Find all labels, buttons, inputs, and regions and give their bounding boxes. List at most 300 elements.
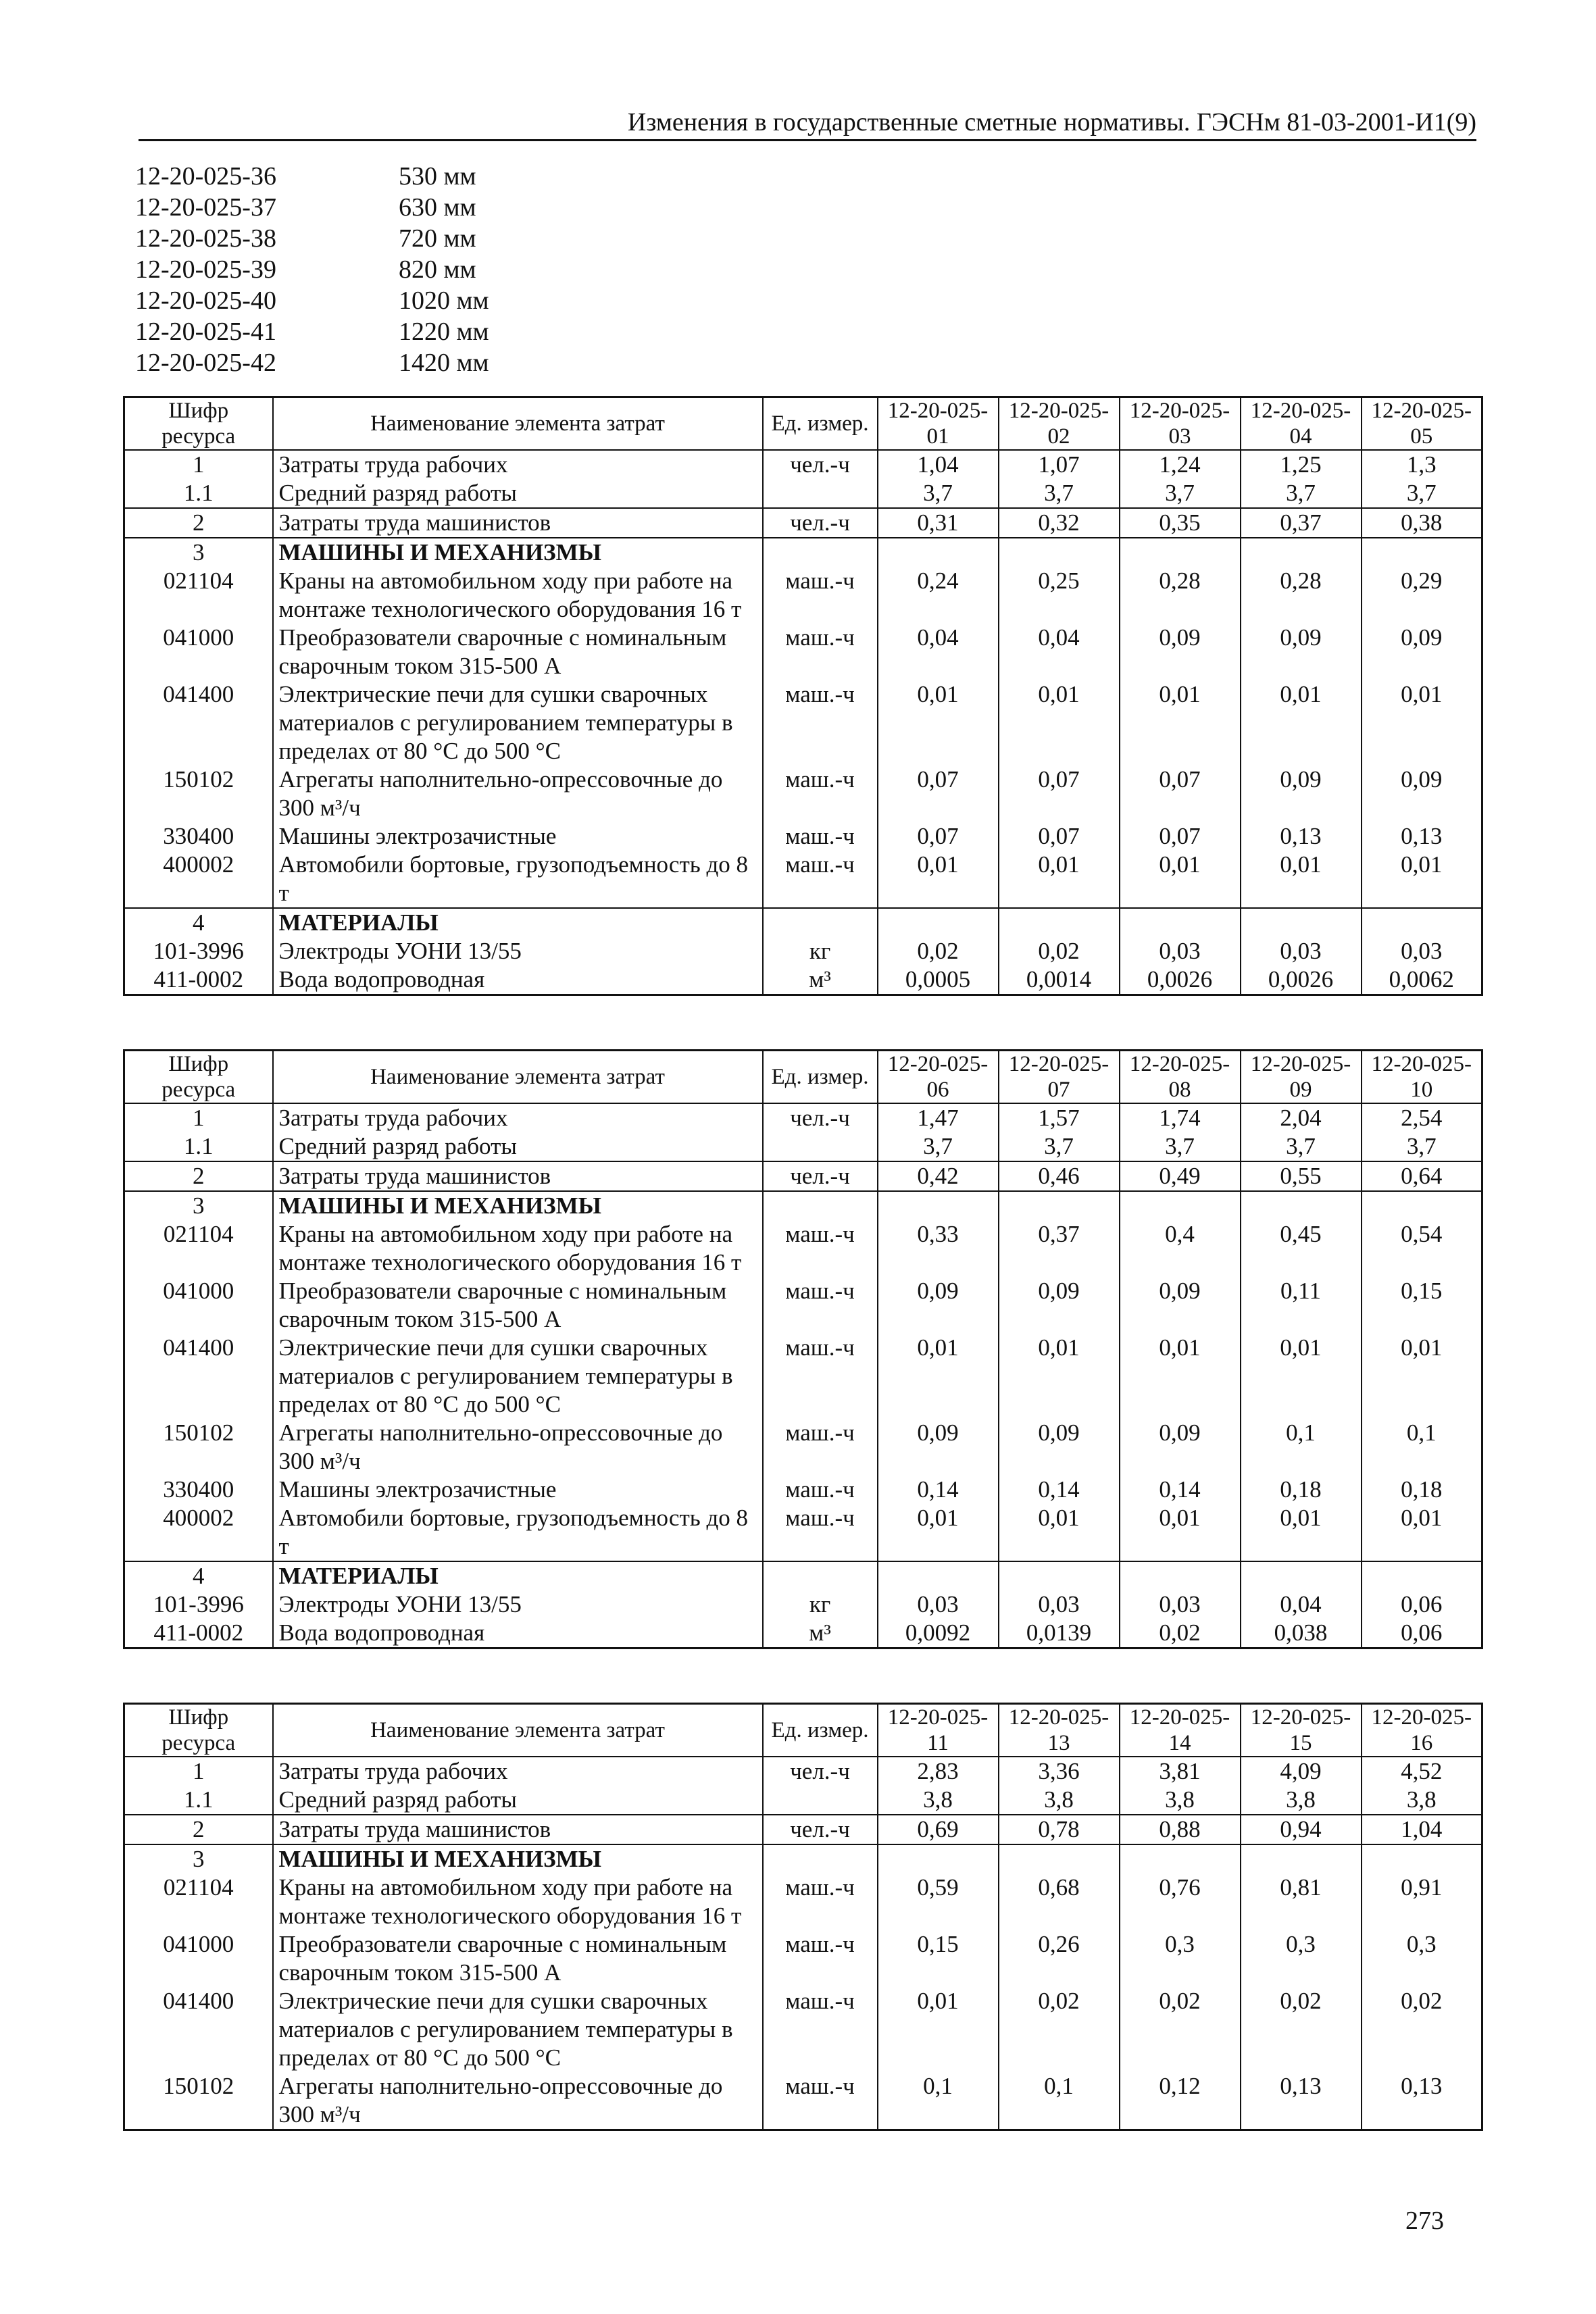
table-row [124, 567, 1482, 624]
pipe-size: 1420 мм [399, 349, 489, 377]
norm-value: 0,02 [1120, 1987, 1241, 2072]
code-list-item [135, 161, 489, 192]
cost-element-name: Электрические печи для сушки сварочных материалов с регулированием температуры в пределах от 80 °С до 500 °С [273, 1987, 763, 2072]
pipe-size: 530 мм [399, 162, 476, 191]
unit: чел.-ч [763, 1815, 878, 1844]
norm-value: 3,7 [1120, 1132, 1241, 1161]
norm-value: 0,01 [999, 680, 1120, 765]
norm-value: 0,1 [999, 2072, 1120, 2130]
resource-code: 041000 [124, 1930, 273, 1987]
norm-code: 12-20-025-41 [135, 318, 276, 346]
norm-value: 0,07 [878, 765, 999, 822]
norm-value: 0,01 [1120, 1334, 1241, 1419]
table-row [124, 1476, 1482, 1504]
code-list-item [135, 192, 489, 223]
resource-code: 1.1 [124, 479, 273, 508]
cost-element-name: МАТЕРИАЛЫ [273, 908, 763, 937]
norm-value: 0,25 [999, 567, 1120, 624]
norm-value: 0,02 [1362, 1987, 1482, 2072]
table-row [124, 765, 1482, 822]
norm-value [878, 1191, 999, 1220]
norm-value: 0,91 [1362, 1873, 1482, 1930]
header-norm-code: 12-20-025-01 [878, 397, 999, 451]
table-row [124, 1419, 1482, 1476]
unit: маш.-ч [763, 624, 878, 680]
norm-value [1362, 1561, 1482, 1590]
resource-code: 150102 [124, 1419, 273, 1476]
norm-value [1241, 1561, 1362, 1590]
cost-element-name: Автомобили бортовые, грузоподъемность до 8 т [273, 851, 763, 908]
norm-value: 0,64 [1362, 1161, 1482, 1191]
code-list-item [135, 285, 489, 316]
unit: кг [763, 937, 878, 965]
norm-value: 0,01 [1362, 1504, 1482, 1561]
page-number: 273 [1405, 2207, 1444, 2235]
norm-value: 0,0026 [1120, 965, 1241, 995]
resource-code: 1 [124, 1103, 273, 1132]
norm-value: 0,3 [1120, 1930, 1241, 1987]
norm-value: 1,07 [999, 450, 1120, 479]
unit [763, 479, 878, 508]
resource-code: 3 [124, 1844, 273, 1873]
cost-element-name: Средний разряд работы [273, 479, 763, 508]
unit: чел.-ч [763, 1103, 878, 1132]
norm-value [1362, 538, 1482, 567]
norm-value: 1,04 [878, 450, 999, 479]
table-row [124, 1786, 1482, 1815]
norm-value: 0,01 [1120, 680, 1241, 765]
resource-code: 041400 [124, 680, 273, 765]
table-row [124, 1930, 1482, 1987]
table-row [124, 1132, 1482, 1161]
pipe-size: 630 мм [399, 193, 476, 222]
header-norm-code: 12-20-025-14 [1120, 1704, 1241, 1757]
unit: маш.-ч [763, 822, 878, 851]
norm-value: 0,03 [999, 1590, 1120, 1619]
header-norm-code: 12-20-025-04 [1241, 397, 1362, 451]
norm-value: 0,1 [1362, 1419, 1482, 1476]
unit: м³ [763, 965, 878, 995]
table-row [124, 1987, 1482, 2072]
cost-element-name: МАШИНЫ И МЕХАНИЗМЫ [273, 1191, 763, 1220]
header-norm-code: 12-20-025-15 [1241, 1704, 1362, 1757]
header-unit: Ед. измер. [763, 397, 878, 451]
pipe-size: 1020 мм [399, 286, 489, 315]
norm-value: 0,46 [999, 1161, 1120, 1191]
norm-value [1120, 908, 1241, 937]
resource-code: 041000 [124, 1277, 273, 1334]
resource-code: 041400 [124, 1987, 273, 2072]
header-norm-code: 12-20-025-16 [1362, 1704, 1482, 1757]
norm-value: 3,7 [1120, 479, 1241, 508]
unit: маш.-ч [763, 765, 878, 822]
resource-code: 150102 [124, 2072, 273, 2130]
norm-value [999, 1191, 1120, 1220]
norm-value: 0,01 [1120, 1504, 1241, 1561]
table-row [124, 624, 1482, 680]
norm-value: 0,01 [1241, 1504, 1362, 1561]
table-row [124, 1504, 1482, 1561]
table-row [124, 908, 1482, 937]
norm-value: 0,09 [878, 1277, 999, 1334]
table-row [124, 1844, 1482, 1873]
header-unit: Ед. измер. [763, 1704, 878, 1757]
table-row [124, 1873, 1482, 1930]
cost-element-name: Средний разряд работы [273, 1132, 763, 1161]
norm-value: 3,7 [999, 479, 1120, 508]
cost-element-name: Машины электрозачистные [273, 1476, 763, 1504]
norm-value: 3,7 [1362, 479, 1482, 508]
norm-value: 0,0026 [1241, 965, 1362, 995]
header-norm-code: 12-20-025-03 [1120, 397, 1241, 451]
norm-value: 0,01 [1241, 680, 1362, 765]
norm-value: 1,3 [1362, 450, 1482, 479]
cost-element-name: Преобразователи сварочные с номинальным сварочным током 315-500 А [273, 1277, 763, 1334]
unit: маш.-ч [763, 1930, 878, 1987]
unit: маш.-ч [763, 851, 878, 908]
header-code: Шифр ресурса [124, 397, 273, 451]
norm-value: 3,7 [1241, 1132, 1362, 1161]
table-row [124, 1815, 1482, 1844]
resource-code: 4 [124, 908, 273, 937]
table-row [124, 851, 1482, 908]
cost-element-name: Электрические печи для сушки сварочных материалов с регулированием температуры в пределах от 80 °С до 500 °С [273, 680, 763, 765]
table-header-row [124, 1051, 1482, 1104]
table-row [124, 1757, 1482, 1786]
norm-value: 3,8 [878, 1786, 999, 1815]
norm-value: 0,01 [1241, 1334, 1362, 1419]
table-row [124, 1161, 1482, 1191]
resource-code: 041000 [124, 624, 273, 680]
resource-code: 411-0002 [124, 1619, 273, 1649]
cost-element-name: Средний разряд работы [273, 1786, 763, 1815]
norm-value [999, 1844, 1120, 1873]
norm-value: 0,09 [1362, 765, 1482, 822]
table-row [124, 1277, 1482, 1334]
norm-value [1241, 1191, 1362, 1220]
unit: маш.-ч [763, 1220, 878, 1277]
table-header-row [124, 1704, 1482, 1757]
header-norm-code: 12-20-025-13 [999, 1704, 1120, 1757]
norm-value [1362, 1191, 1482, 1220]
norm-value: 3,7 [878, 479, 999, 508]
norm-value: 0,01 [1362, 1334, 1482, 1419]
header-unit: Ед. измер. [763, 1051, 878, 1104]
resource-code: 2 [124, 1161, 273, 1191]
norm-value [1241, 1844, 1362, 1873]
norm-code: 12-20-025-36 [135, 162, 276, 191]
resource-code: 330400 [124, 1476, 273, 1504]
norm-value: 3,36 [999, 1757, 1120, 1786]
norm-value: 0,32 [999, 508, 1120, 538]
resource-code: 1.1 [124, 1132, 273, 1161]
norm-value [1120, 1844, 1241, 1873]
norm-value: 0,01 [878, 1504, 999, 1561]
norm-value: 0,24 [878, 567, 999, 624]
resource-code: 400002 [124, 1504, 273, 1561]
norm-value [1362, 1844, 1482, 1873]
norm-value: 0,13 [1241, 2072, 1362, 2130]
running-header: Изменения в государственные сметные нормативы. ГЭСНм 81-03-2001-И1(9) [139, 107, 1476, 141]
norm-value: 0,33 [878, 1220, 999, 1277]
norm-value: 0,09 [1120, 1419, 1241, 1476]
norm-value: 0,03 [1120, 937, 1241, 965]
header-norm-code: 12-20-025-07 [999, 1051, 1120, 1104]
header-norm-code: 12-20-025-06 [878, 1051, 999, 1104]
norm-value: 0,26 [999, 1930, 1120, 1987]
norm-value: 0,55 [1241, 1161, 1362, 1191]
table-row [124, 1561, 1482, 1590]
norm-value: 0,04 [999, 624, 1120, 680]
norm-value: 0,0092 [878, 1619, 999, 1649]
norm-value: 0,12 [1120, 2072, 1241, 2130]
norm-value [1120, 1561, 1241, 1590]
cost-element-name: Затраты труда машинистов [273, 1161, 763, 1191]
norm-value: 0,01 [878, 680, 999, 765]
header-norm-code: 12-20-025-02 [999, 397, 1120, 451]
unit: маш.-ч [763, 1873, 878, 1930]
norm-value: 0,01 [878, 1334, 999, 1419]
norm-value: 0,09 [1120, 624, 1241, 680]
code-list [135, 161, 489, 378]
norm-value: 3,7 [878, 1132, 999, 1161]
norm-value: 0,07 [999, 765, 1120, 822]
norm-value: 0,35 [1120, 508, 1241, 538]
norm-value: 0,07 [999, 822, 1120, 851]
code-list-item [135, 223, 489, 254]
norm-value: 0,13 [1241, 822, 1362, 851]
norm-value: 0,04 [878, 624, 999, 680]
norm-value: 0,09 [1241, 765, 1362, 822]
resource-code: 400002 [124, 851, 273, 908]
norm-value: 0,01 [1241, 851, 1362, 908]
unit: маш.-ч [763, 1419, 878, 1476]
norm-value: 0,13 [1362, 2072, 1482, 2130]
unit [763, 1786, 878, 1815]
table-row [124, 937, 1482, 965]
header-norm-code: 12-20-025-05 [1362, 397, 1482, 451]
norm-value: 0,54 [1362, 1220, 1482, 1277]
norm-value: 0,4 [1120, 1220, 1241, 1277]
resource-code: 1 [124, 1757, 273, 1786]
cost-element-name: Краны на автомобильном ходу при работе на монтаже технологического оборудования 16 т [273, 1873, 763, 1930]
norm-value: 0,37 [999, 1220, 1120, 1277]
resource-code: 150102 [124, 765, 273, 822]
resource-code: 021104 [124, 1220, 273, 1277]
table-row [124, 822, 1482, 851]
norm-value: 1,47 [878, 1103, 999, 1132]
norm-value: 0,02 [1241, 1987, 1362, 2072]
norm-value: 0,15 [878, 1930, 999, 1987]
norm-value [999, 908, 1120, 937]
norm-value: 0,81 [1241, 1873, 1362, 1930]
norm-value: 0,15 [1362, 1277, 1482, 1334]
norm-value: 0,03 [1362, 937, 1482, 965]
cost-element-name: Вода водопроводная [273, 965, 763, 995]
norm-value [999, 1561, 1120, 1590]
norm-value: 0,18 [1241, 1476, 1362, 1504]
table-row [124, 538, 1482, 567]
resource-code: 101-3996 [124, 1590, 273, 1619]
code-list-item [135, 347, 489, 378]
cost-element-name: МАШИНЫ И МЕХАНИЗМЫ [273, 538, 763, 567]
norm-value: 1,25 [1241, 450, 1362, 479]
cost-element-name: Затраты труда машинистов [273, 1815, 763, 1844]
cost-element-name: Краны на автомобильном ходу при работе на монтаже технологического оборудования 16 т [273, 1220, 763, 1277]
norm-value: 0,18 [1362, 1476, 1482, 1504]
table-row [124, 965, 1482, 995]
norm-value: 0,038 [1241, 1619, 1362, 1649]
cost-element-name: Электроды УОНИ 13/55 [273, 1590, 763, 1619]
norm-value: 4,52 [1362, 1757, 1482, 1786]
norm-value: 0,1 [1241, 1419, 1362, 1476]
unit: чел.-ч [763, 450, 878, 479]
unit [763, 538, 878, 567]
table-row [124, 2072, 1482, 2130]
norm-value: 0,01 [999, 1334, 1120, 1419]
unit: чел.-ч [763, 1757, 878, 1786]
norm-value: 0,29 [1362, 567, 1482, 624]
norm-value: 3,8 [1120, 1786, 1241, 1815]
norms-table-2 [123, 1049, 1483, 1649]
norm-value: 0,76 [1120, 1873, 1241, 1930]
cost-element-name: Агрегаты наполнительно-опрессовочные до 300 м³/ч [273, 2072, 763, 2130]
norm-value: 0,42 [878, 1161, 999, 1191]
pipe-size: 720 мм [399, 224, 476, 253]
norm-value: 0,94 [1241, 1815, 1362, 1844]
norm-value: 0,3 [1241, 1930, 1362, 1987]
cost-element-name: Агрегаты наполнительно-опрессовочные до 300 м³/ч [273, 1419, 763, 1476]
unit: маш.-ч [763, 680, 878, 765]
code-list-item [135, 254, 489, 285]
table-row [124, 479, 1482, 508]
norm-value: 0,02 [999, 937, 1120, 965]
norm-value: 0,06 [1362, 1590, 1482, 1619]
table-row [124, 1103, 1482, 1132]
cost-element-name: МАТЕРИАЛЫ [273, 1561, 763, 1590]
unit: маш.-ч [763, 2072, 878, 2130]
norm-value: 0,01 [999, 851, 1120, 908]
norm-value: 0,68 [999, 1873, 1120, 1930]
norm-value: 0,38 [1362, 508, 1482, 538]
norm-value: 0,09 [1241, 624, 1362, 680]
resource-code: 3 [124, 1191, 273, 1220]
norm-value: 0,04 [1241, 1590, 1362, 1619]
norm-value: 0,09 [999, 1419, 1120, 1476]
header-norm-code: 12-20-025-10 [1362, 1051, 1482, 1104]
resource-code: 2 [124, 1815, 273, 1844]
norm-value: 2,54 [1362, 1103, 1482, 1132]
header-norm-code: 12-20-025-09 [1241, 1051, 1362, 1104]
norm-value: 3,7 [999, 1132, 1120, 1161]
cost-element-name: Затраты труда рабочих [273, 1757, 763, 1786]
norm-value: 0,3 [1362, 1930, 1482, 1987]
norm-value: 0,01 [1120, 851, 1241, 908]
cost-element-name: Преобразователи сварочные с номинальным сварочным током 315-500 А [273, 1930, 763, 1987]
cost-element-name: Краны на автомобильном ходу при работе на монтаже технологического оборудования 16 т [273, 567, 763, 624]
unit: маш.-ч [763, 567, 878, 624]
norm-value: 0,09 [1120, 1277, 1241, 1334]
norm-value: 1,24 [1120, 450, 1241, 479]
norm-value: 0,14 [878, 1476, 999, 1504]
norm-value: 3,7 [1362, 1132, 1482, 1161]
norm-value [1120, 538, 1241, 567]
resource-code: 2 [124, 508, 273, 538]
table-row [124, 1590, 1482, 1619]
unit: маш.-ч [763, 1504, 878, 1561]
table-row [124, 1220, 1482, 1277]
norm-value: 0,0005 [878, 965, 999, 995]
unit [763, 908, 878, 937]
norm-value [878, 538, 999, 567]
norm-value: 0,07 [878, 822, 999, 851]
cost-element-name: Затраты труда рабочих [273, 1103, 763, 1132]
resource-code: 021104 [124, 1873, 273, 1930]
norm-value: 0,03 [1241, 937, 1362, 965]
norm-value: 0,14 [999, 1476, 1120, 1504]
norm-value [878, 1844, 999, 1873]
norm-value [1120, 1191, 1241, 1220]
unit [763, 1561, 878, 1590]
cost-element-name: Преобразователи сварочные с номинальным сварочным током 315-500 А [273, 624, 763, 680]
norm-value: 0,13 [1362, 822, 1482, 851]
resource-code: 330400 [124, 822, 273, 851]
norm-value: 0,45 [1241, 1220, 1362, 1277]
unit [763, 1844, 878, 1873]
norms-table-1 [123, 396, 1483, 996]
norm-value [1362, 908, 1482, 937]
unit: м³ [763, 1619, 878, 1649]
table-row [124, 508, 1482, 538]
unit [763, 1191, 878, 1220]
pipe-size: 1220 мм [399, 318, 489, 346]
resource-code: 101-3996 [124, 937, 273, 965]
resource-code: 3 [124, 538, 273, 567]
unit [763, 1132, 878, 1161]
norm-value: 0,01 [1362, 851, 1482, 908]
norm-value [878, 1561, 999, 1590]
norm-value: 0,01 [878, 1987, 999, 2072]
norm-value: 0,09 [878, 1419, 999, 1476]
norm-value: 4,09 [1241, 1757, 1362, 1786]
cost-element-name: Затраты труда машинистов [273, 508, 763, 538]
norm-value: 0,59 [878, 1873, 999, 1930]
table-row [124, 1191, 1482, 1220]
norm-value: 3,7 [1241, 479, 1362, 508]
norm-value: 0,31 [878, 508, 999, 538]
norm-value: 0,02 [878, 937, 999, 965]
norm-value: 0,02 [1120, 1619, 1241, 1649]
norm-value: 3,8 [1362, 1786, 1482, 1815]
unit: маш.-ч [763, 1476, 878, 1504]
norm-value: 0,0062 [1362, 965, 1482, 995]
unit: маш.-ч [763, 1334, 878, 1419]
norm-code: 12-20-025-38 [135, 224, 276, 253]
norm-value: 2,83 [878, 1757, 999, 1786]
norm-code: 12-20-025-40 [135, 286, 276, 315]
norm-value: 0,49 [1120, 1161, 1241, 1191]
unit: маш.-ч [763, 1277, 878, 1334]
header-name: Наименование элемента затрат [273, 397, 763, 451]
norm-value: 0,01 [999, 1504, 1120, 1561]
header-code: Шифр ресурса [124, 1051, 273, 1104]
norms-table-3 [123, 1703, 1483, 2131]
resource-code: 041400 [124, 1334, 273, 1419]
norm-value: 0,02 [999, 1987, 1120, 2072]
code-list-item [135, 316, 489, 347]
resource-code: 021104 [124, 567, 273, 624]
norm-value: 0,78 [999, 1815, 1120, 1844]
